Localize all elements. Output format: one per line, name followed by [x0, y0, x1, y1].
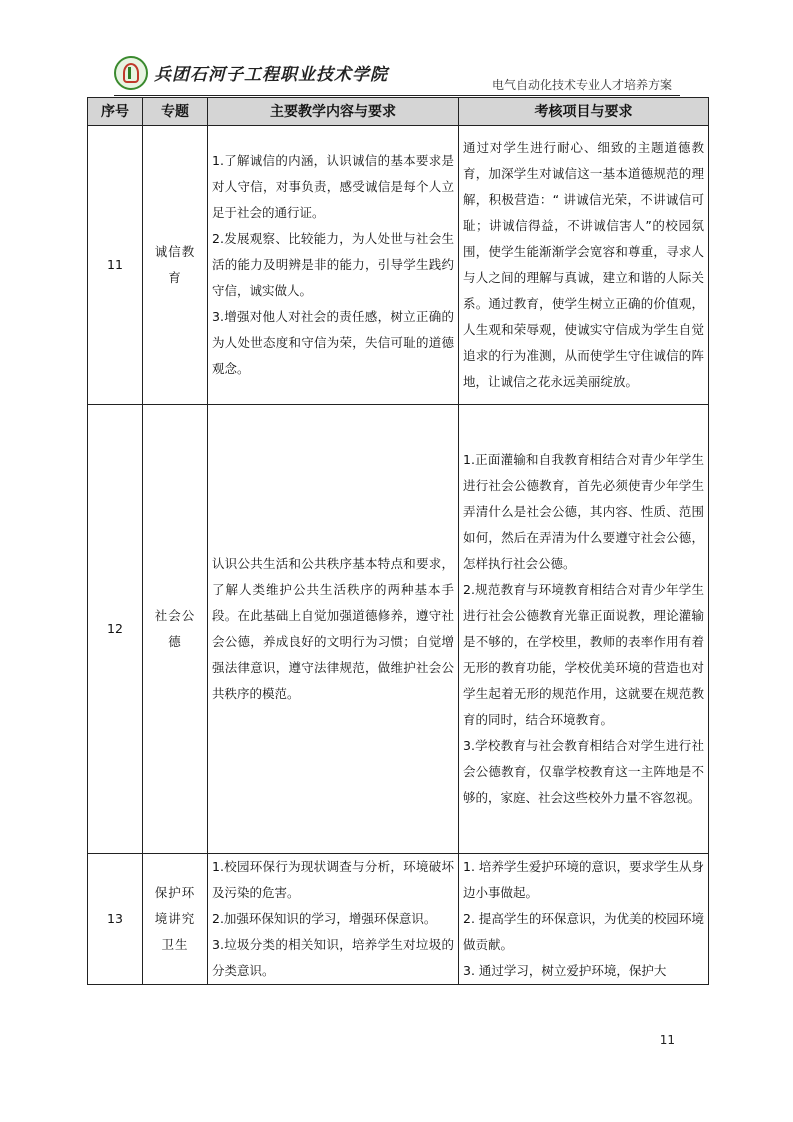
assessment-paragraph: 3.学校教育与社会教育相结合对学生进行社会公德教育，仅靠学校教育这一主阵地是不够的，家庭、社会这些校外力量不容忽视。 — [463, 738, 704, 805]
row-assessment — [459, 405, 709, 854]
row-number: 13 — [88, 854, 143, 985]
assessment-paragraph: 通过对学生进行耐心、细致的主题道德教育，加深学生对诚信这一基本道德规范的理解，积极营造：“ 讲诚信光荣，不讲诚信可耻；讲诚信得益，不讲诚信害人”的校园氛围，使学生能渐渐学会宽容和尊重，寻求人与人之间的理解与真诚，建立和谐的人际关系。通过教育，使学生树立正确的价值观，人生观和荣辱观，使诚实守信成为学生自觉追求的行为准测，从而使学生守住诚信的阵地，让诚信之花永远美丽绽放。 — [463, 140, 704, 389]
column-header-assessment: 考核项目与要求 — [459, 98, 709, 126]
content-paragraph: 1.校园环保行为现状调查与分析，环境破坏及污染的危害。 — [212, 859, 454, 900]
assessment-paragraph: 3. 通过学习，树立爱护环境，保护大 — [463, 963, 667, 978]
logo-mark — [128, 67, 131, 79]
column-header-content: 主要教学内容与要求 — [208, 98, 459, 126]
row-number: 11 — [88, 126, 143, 405]
assessment-paragraph: 2. 提高学生的环保意识，为优美的校园环境做贡献。 — [463, 911, 704, 952]
table-header-row — [88, 98, 709, 126]
content-paragraph: 2.加强环保知识的学习，增强环保意识。 — [212, 911, 437, 926]
row-topic: 保护环境讲究卫生 — [143, 854, 208, 985]
assessment-paragraph: 2.规范教育与环境教育相结合对青少年学生进行社会公德教育光靠正面说教，理论灌输是不够的，在学校里，教师的表率作用有着无形的教育功能，学校优美环境的营造也对学生起着无形的规范作用，这就要在规范教育的同时，结合环境教育。 — [463, 582, 704, 727]
page-header — [114, 52, 680, 96]
column-header-topic: 专题 — [143, 98, 208, 126]
row-number: 12 — [88, 405, 143, 854]
content-paragraph: 3.增强对他人对社会的责任感，树立正确的为人处世态度和守信为荣，失信可耻的道德观念。 — [212, 309, 454, 376]
header-divider — [114, 95, 680, 96]
document-title: 电气自动化技术专业人才培养方案 — [491, 78, 672, 92]
column-header-number: 序号 — [88, 98, 143, 126]
curriculum-table — [87, 97, 709, 985]
page-number: 11 — [659, 1033, 675, 1047]
content-paragraph: 认识公共生活和公共秩序基本特点和要求，了解人类维护公共生活秩序的两种基本手段。在此基础上自觉加强道德修养，遵守社会公德，养成良好的文明行为习惯；自觉增强法律意识，遵守法律规范，做维护社会公共秩序的模范。 — [212, 556, 454, 701]
row-content — [208, 405, 459, 854]
row-topic: 社会公德 — [143, 405, 208, 854]
school-logo-icon — [114, 56, 148, 90]
school-name: 兵团石河子工程职业技术学院 — [154, 65, 388, 85]
content-paragraph: 3.垃圾分类的相关知识，培养学生对垃圾的分类意识。 — [212, 937, 454, 978]
row-topic: 诚信教育 — [143, 126, 208, 405]
row-content — [208, 126, 459, 405]
table-row — [88, 126, 709, 405]
content-paragraph: 1.了解诚信的内涵，认识诚信的基本要求是对人守信，对事负责，感受诚信是每个人立足于社会的通行证。 — [212, 153, 454, 220]
logo-emblem — [123, 63, 139, 83]
assessment-paragraph: 1. 培养学生爱护环境的意识，要求学生从身边小事做起。 — [463, 859, 704, 900]
row-assessment — [459, 854, 709, 985]
assessment-paragraph: 1.正面灌输和自我教育相结合对青少年学生进行社会公德教育，首先必须使青少年学生弄清什么是社会公德，其内容、性质、范围如何，然后在弄清为什么要遵守社会公德，怎样执行社会公德。 — [463, 452, 704, 571]
content-paragraph: 2.发展观察、比较能力，为人处世与社会生活的能力及明辨是非的能力，引导学生践约守信，诚实做人。 — [212, 231, 454, 298]
row-assessment — [459, 126, 709, 405]
table-row — [88, 405, 709, 854]
table-row — [88, 854, 709, 985]
row-content — [208, 854, 459, 985]
